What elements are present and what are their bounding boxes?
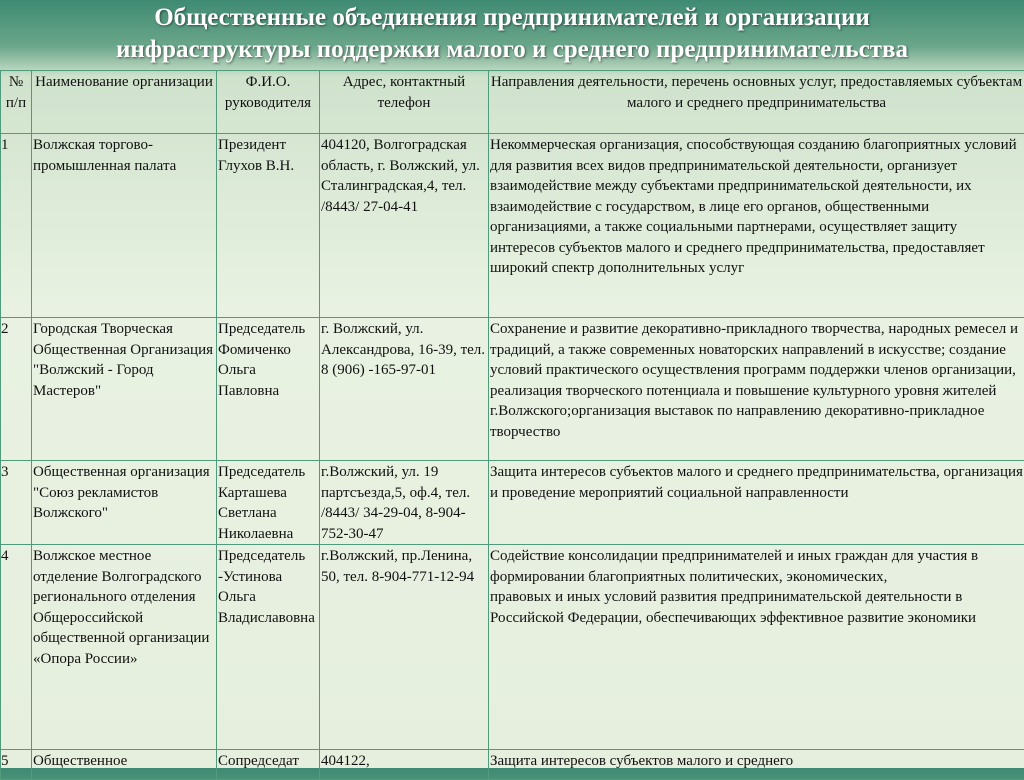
org-head: Президент Глухов В.Н.: [217, 134, 320, 318]
organizations-table: [0, 70, 1024, 780]
org-activity: Сохранение и развитие декоративно-прикладного творчества, народных ремесел и традиций, а также современных новаторских направлений в искусстве; создание условий практического осуществления программ поддержки членов организации, реализация творческого потенциала и повышение культурного уровня жителей г.Волжского;организация выставок по направлению декоративно-прикладное творчество: [489, 318, 1024, 461]
org-address: г.Волжский, ул. 19 партсъезда,5, оф.4, тел. /8443/ 34-29-04, 8-904-752-30-47: [320, 461, 489, 545]
org-name: Городская Творческая Общественная Организация "Волжский - Город Мастеров": [32, 318, 217, 461]
row-number: 1: [1, 134, 32, 318]
org-name: Общественное: [32, 750, 217, 780]
org-activity: Защита интересов субъектов малого и среднего предпринимательства, организация и проведение мероприятий социальной направленности: [489, 461, 1024, 545]
table-row: [1, 750, 1024, 780]
row-number: 4: [1, 545, 32, 750]
org-head: Сопредседат: [217, 750, 320, 780]
header-address: Адрес, контактный телефон: [320, 71, 489, 134]
table-row: [1, 318, 1024, 461]
slide-title-line-1: Общественные объединения предпринимателей и организации: [0, 2, 1024, 34]
slide-title: [0, 2, 1024, 70]
header-head: Ф.И.О. руководителя: [217, 71, 320, 134]
org-address: г.Волжский, пр.Ленина, 50, тел. 8-904-771-12-94: [320, 545, 489, 750]
row-number: 3: [1, 461, 32, 545]
org-name: Волжская торгово-промышленная палата: [32, 134, 217, 318]
org-activity: Защита интересов субъектов малого и среднего: [489, 750, 1024, 780]
org-address: 404122,: [320, 750, 489, 780]
row-number: 5: [1, 750, 32, 780]
org-head: Председатель Карташева Светлана Николаевна: [217, 461, 320, 545]
org-address: г. Волжский, ул. Александрова, 16-39, тел. 8 (906) -165-97-01: [320, 318, 489, 461]
org-address: 404120, Волгоградская область, г. Волжский, ул. Сталинградская,4, тел. /8443/ 27-04-41: [320, 134, 489, 318]
header-number: № п/п: [1, 71, 32, 134]
org-head: Председатель -Устинова Ольга Владиславовна: [217, 545, 320, 750]
table-row: [1, 134, 1024, 318]
org-activity: Содействие консолидации предпринимателей и иных граждан для участия в формировании благоприятных политических, экономических, правовых и иных условий развития предпринимательской деятельности в Российской Федерации, обеспечивающих эффективное развитие экономики: [489, 545, 1024, 750]
header-name: Наименование организации: [32, 71, 217, 134]
table-header-row: [1, 71, 1024, 134]
table-row: [1, 545, 1024, 750]
row-number: 2: [1, 318, 32, 461]
org-name: Волжское местное отделение Волгоградского регионального отделения Общероссийской общественной организации «Опора России»: [32, 545, 217, 750]
slide-title-line-2: инфраструктуры поддержки малого и среднего предпринимательства: [0, 34, 1024, 66]
org-activity: Некоммерческая организация, способствующая созданию благоприятных условий для развития всех видов предпринимательской деятельности, организует взаимодействие между субъектами предпринимательской деятельности, их взаимодействие с государством, в лице его органов, общественными организациями, а также социальными партнерами, осуществляет защиту интересов субъектов малого и среднего предпринимательства, предоставляет широкий спектр дополнительных услуг: [489, 134, 1024, 318]
org-name: Общественная организация "Союз рекламистов Волжского": [32, 461, 217, 545]
table-row: [1, 461, 1024, 545]
org-head: Председатель Фомиченко Ольга Павловна: [217, 318, 320, 461]
header-activity: Направления деятельности, перечень основных услуг, предоставляемых субъектам малого и среднего предпринимательства: [489, 71, 1024, 134]
